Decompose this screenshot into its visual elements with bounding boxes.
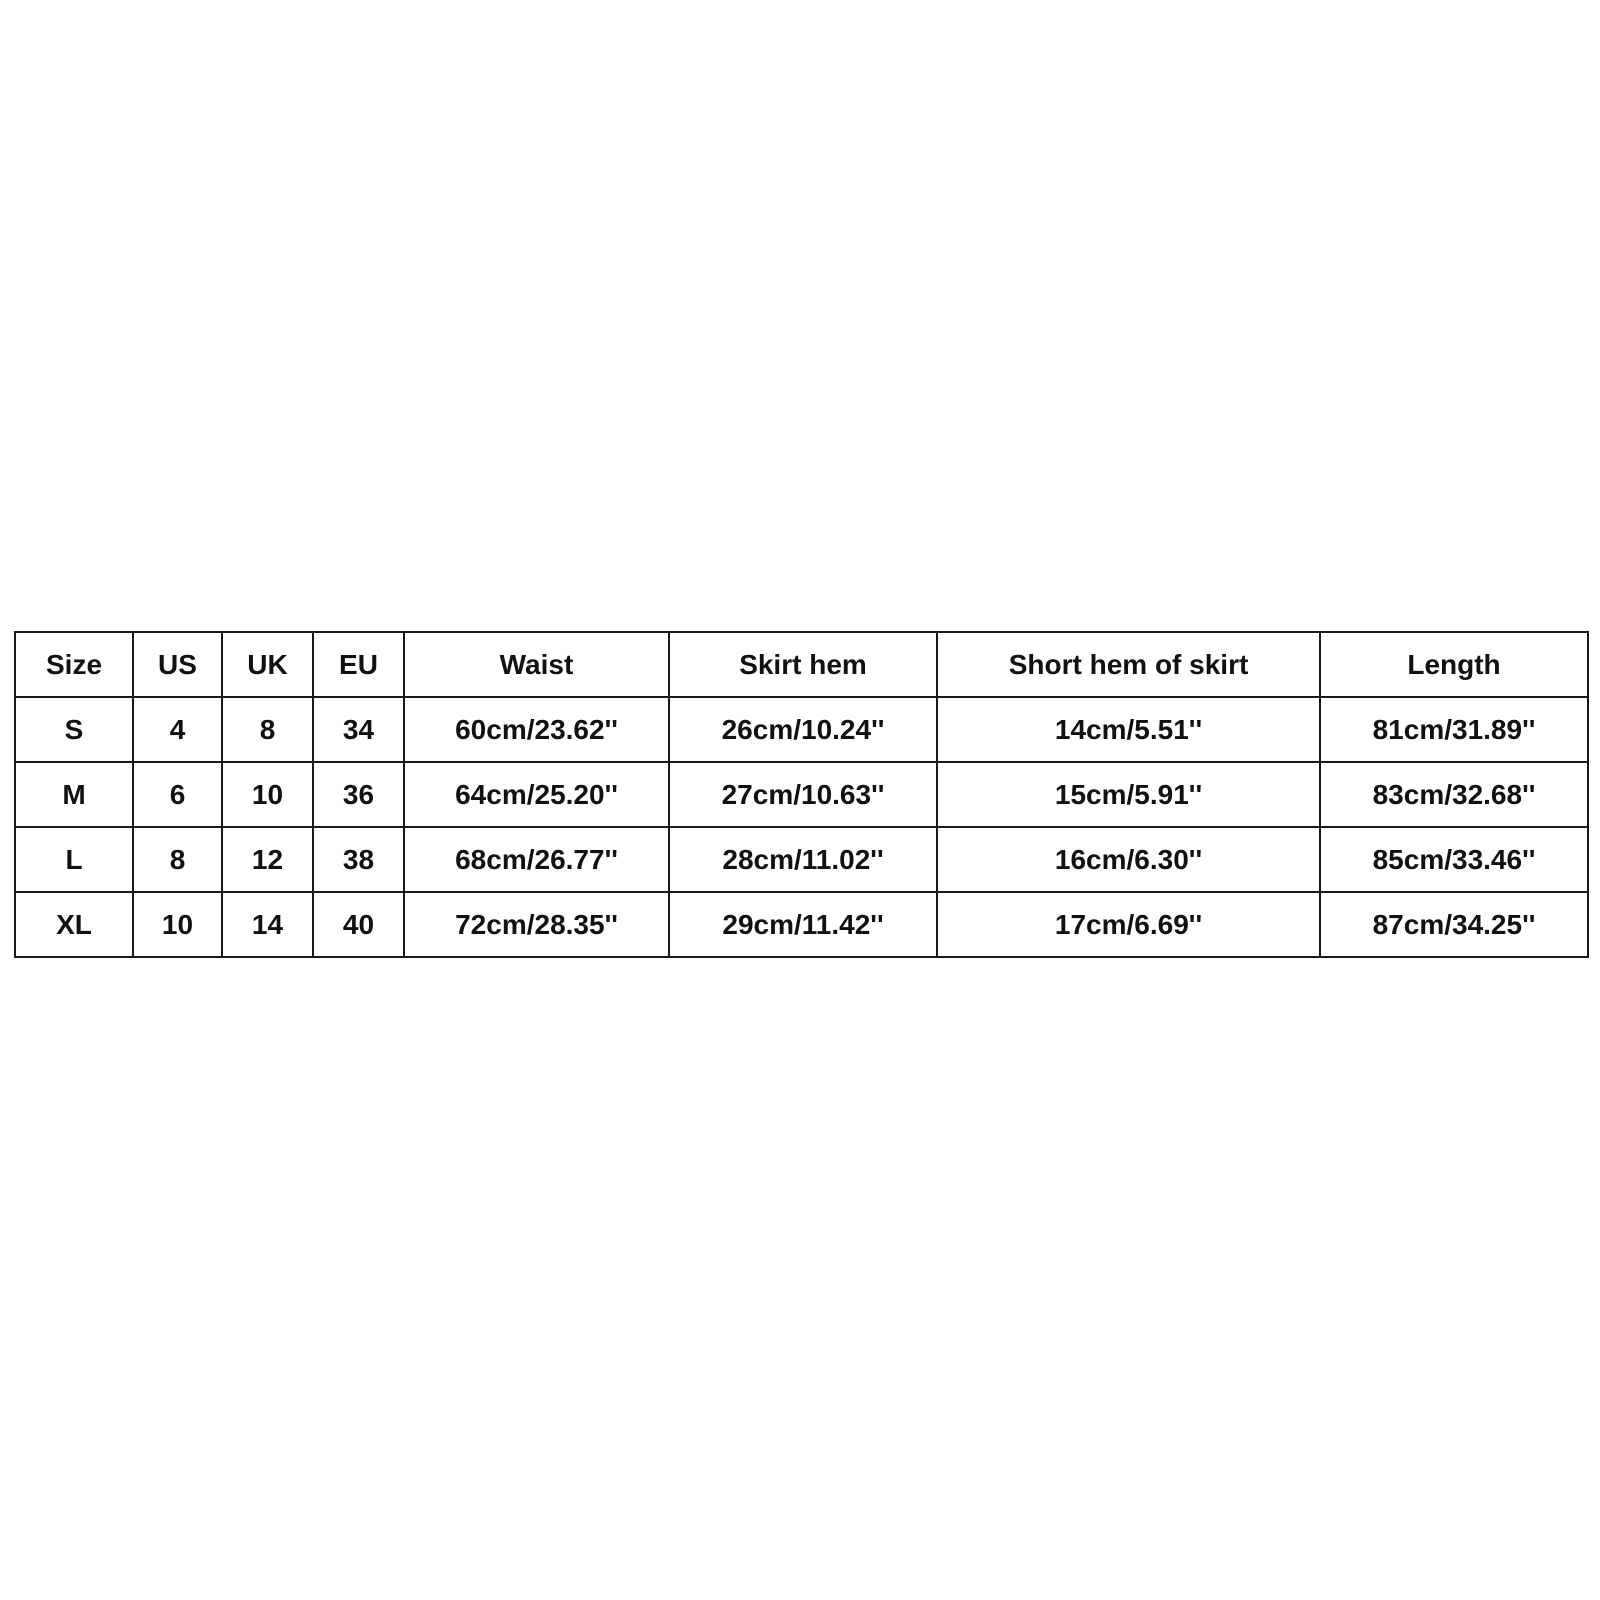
- header-skirt-hem: Skirt hem: [669, 632, 937, 697]
- cell-length: 87cm/34.25'': [1320, 892, 1588, 957]
- cell-size: S: [15, 697, 133, 762]
- table-row: [15, 827, 1588, 892]
- header-length: Length: [1320, 632, 1588, 697]
- cell-uk: 8: [222, 697, 313, 762]
- cell-short-hem-of-skirt: 16cm/6.30'': [937, 827, 1320, 892]
- cell-waist: 60cm/23.62'': [404, 697, 669, 762]
- cell-length: 81cm/31.89'': [1320, 697, 1588, 762]
- cell-uk: 14: [222, 892, 313, 957]
- cell-size: M: [15, 762, 133, 827]
- cell-waist: 68cm/26.77'': [404, 827, 669, 892]
- cell-eu: 36: [313, 762, 404, 827]
- cell-uk: 10: [222, 762, 313, 827]
- table-row: [15, 892, 1588, 957]
- cell-us: 6: [133, 762, 222, 827]
- cell-length: 83cm/32.68'': [1320, 762, 1588, 827]
- cell-skirt-hem: 28cm/11.02'': [669, 827, 937, 892]
- cell-waist: 72cm/28.35'': [404, 892, 669, 957]
- cell-us: 4: [133, 697, 222, 762]
- cell-short-hem-of-skirt: 14cm/5.51'': [937, 697, 1320, 762]
- header-size: Size: [15, 632, 133, 697]
- cell-uk: 12: [222, 827, 313, 892]
- cell-size: L: [15, 827, 133, 892]
- cell-skirt-hem: 27cm/10.63'': [669, 762, 937, 827]
- header-uk: UK: [222, 632, 313, 697]
- cell-eu: 34: [313, 697, 404, 762]
- cell-us: 10: [133, 892, 222, 957]
- header-short-hem-of-skirt: Short hem of skirt: [937, 632, 1320, 697]
- size-chart-table: [14, 631, 1589, 958]
- cell-eu: 38: [313, 827, 404, 892]
- header-us: US: [133, 632, 222, 697]
- header-row: [15, 632, 1588, 697]
- cell-skirt-hem: 29cm/11.42'': [669, 892, 937, 957]
- cell-length: 85cm/33.46'': [1320, 827, 1588, 892]
- cell-waist: 64cm/25.20'': [404, 762, 669, 827]
- cell-size: XL: [15, 892, 133, 957]
- table-row: [15, 697, 1588, 762]
- cell-short-hem-of-skirt: 15cm/5.91'': [937, 762, 1320, 827]
- table-row: [15, 762, 1588, 827]
- header-waist: Waist: [404, 632, 669, 697]
- cell-short-hem-of-skirt: 17cm/6.69'': [937, 892, 1320, 957]
- cell-skirt-hem: 26cm/10.24'': [669, 697, 937, 762]
- header-eu: EU: [313, 632, 404, 697]
- cell-eu: 40: [313, 892, 404, 957]
- cell-us: 8: [133, 827, 222, 892]
